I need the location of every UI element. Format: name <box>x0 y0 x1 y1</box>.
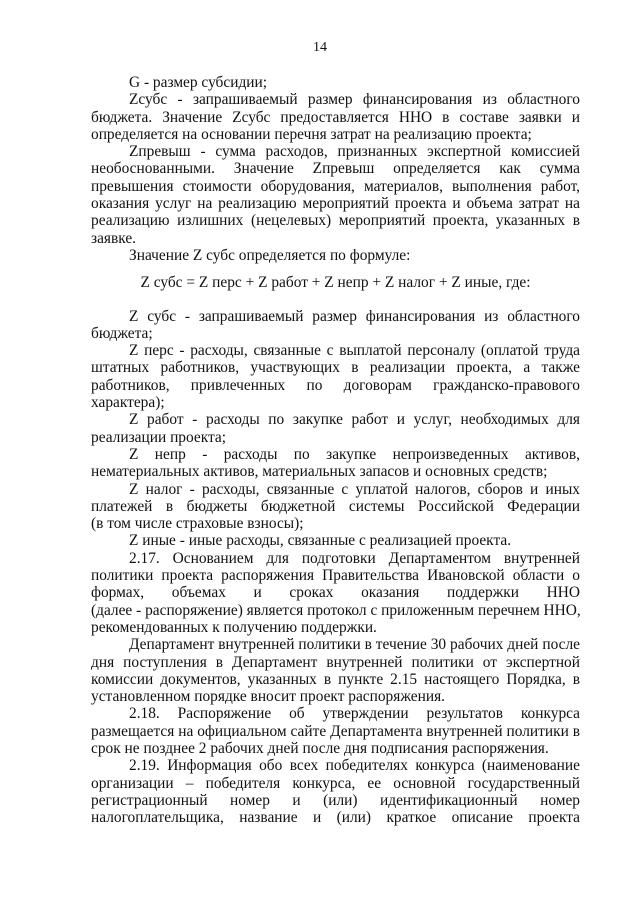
text-line: нематериальных активов, материальных запасов и основных средств; <box>91 463 548 481</box>
text-line: размещается на официальном сайте Департамента внутренней политики в <box>91 722 580 740</box>
text-line: политики проекта распоряжения Правительства Ивановской области о <box>91 567 580 585</box>
text-line: штатных работников, участвующих в реализации проекта, а также <box>91 359 580 377</box>
paragraphs-before-formula <box>91 74 580 264</box>
text-line: (в том числе страховые взносы); <box>91 515 304 533</box>
text-line: определяется на основании перечня затрат на реализацию проекта; <box>91 125 532 143</box>
text-line: реализации проекта; <box>91 428 227 446</box>
text-line: оказания услуг на реализацию мероприятий проекта и объема затрат на <box>91 195 580 213</box>
text-line: налогоплательщика, название и (или) краткое описание проекта <box>91 809 580 827</box>
paragraphs-after-formula <box>91 308 580 827</box>
text-line: Z работ - расходы по закупке работ и услуг, необходимых для <box>129 411 580 429</box>
text-line: характера); <box>91 394 165 412</box>
text-line: реализацию излишних (нецелевых) мероприятий проекта, указанных в <box>91 212 580 230</box>
text-line: формах, объемах и сроках оказания поддержки ННО <box>91 584 580 602</box>
text-line: 2.17. Основанием для подготовки Департаментом внутренней <box>129 549 580 567</box>
text-line: 2.19. Информация обо всех победителях конкурса (наименование <box>129 757 580 775</box>
cost-formula: Z субс = Z перс + Z работ + Z непр + Z налог + Z иные, где: <box>140 274 531 292</box>
text-line: регистрационный номер и (или) идентификационный номер <box>91 791 580 809</box>
text-line: (далее - распоряжение) является протокол с приложенным перечнем ННО, <box>91 601 581 619</box>
text-line: бюджета; <box>91 324 153 342</box>
text-line: Департамент внутренней политики в течение 30 рабочих дней после <box>129 636 580 654</box>
text-line: 2.18. Распоряжение об утверждении результатов конкурса <box>129 705 580 723</box>
text-line: Z перс - расходы, связанные с выплатой персоналу (оплатой труда <box>129 342 580 360</box>
text-line: бюджета. Значение Zсубс предоставляется ННО в составе заявки и <box>91 108 580 126</box>
text-line: платежей в бюджеты бюджетной системы Российской Федерации <box>91 497 580 515</box>
document-body <box>91 74 580 826</box>
text-line: рекомендованных к получению поддержки. <box>91 618 377 636</box>
text-line: Z налог - расходы, связанные с уплатой налогов, сборов и иных <box>129 480 580 498</box>
text-line: работников, привлеченных по договорам гражданско-правового <box>91 376 580 394</box>
text-line: установленном порядке вносит проект распоряжения. <box>91 688 445 706</box>
page-number: 14 <box>313 40 327 55</box>
text-line: Z субс - запрашиваемый размер финансирования из областного <box>129 307 580 325</box>
text-line: необоснованными. Значение Zпревыш определяется как сумма <box>91 160 580 178</box>
text-line: Zсубс - запрашиваемый размер финансирования из областного <box>129 91 580 109</box>
text-line: срок не позднее 2 рабочих дней после дня подписания распоряжения. <box>91 739 549 757</box>
formula-block <box>91 274 580 291</box>
text-line: превышения стоимости оборудования, материалов, выполнения работ, <box>91 177 580 195</box>
text-line: G - размер субсидии; <box>129 74 268 91</box>
text-line: дня поступления в Департамент внутренней политики от экспертной <box>91 653 580 671</box>
text-line: комиссии документов, указанных в пункте 2.15 настоящего Порядка, в <box>91 670 580 688</box>
text-line: Значение Z субс определяется по формуле: <box>129 246 411 264</box>
text-line: организации – победителя конкурса, ее основной государственный <box>91 774 580 792</box>
text-line: Zпревыш - сумма расходов, признанных экспертной комиссией <box>129 143 580 161</box>
text-line: Z иные - иные расходы, связанные с реализацией проекта. <box>129 532 512 550</box>
text-line: заявке. <box>91 229 137 247</box>
text-line: Z непр - расходы по закупке непроизведенных активов, <box>129 445 580 463</box>
